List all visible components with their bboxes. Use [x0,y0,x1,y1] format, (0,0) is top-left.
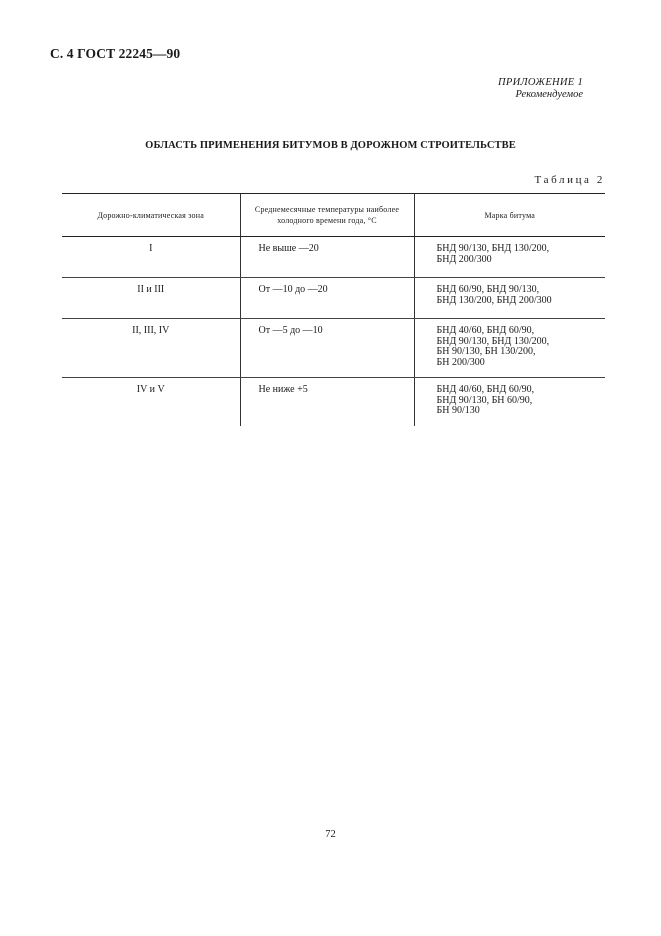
brand-line: БНД 60/90, БНД 90/130, [436,284,540,295]
temperature-cell: От —5 до —10 [240,319,414,378]
zone-cell: I [62,237,240,278]
bitumen-table-container [62,193,605,426]
document-reference: С. 4 ГОСТ 22245—90 [50,46,181,61]
document-title: ОБЛАСТЬ ПРИМЕНЕНИЯ БИТУМОВ В ДОРОЖНОМ СТРОИТЕЛЬСТВЕ [145,140,516,151]
brand-line: БНД 40/60, БНД 60/90, [436,384,535,395]
brand-cell [414,319,605,378]
brand-cell [414,378,605,427]
appendix-title: ПРИЛОЖЕНИЕ 1 [498,77,583,88]
table-header-row [62,194,605,237]
brand-line: БНД 90/130, БНД 130/200, [436,243,550,254]
table-label: Таблица 2 [534,174,605,186]
temperature-cell: Не ниже +5 [240,378,414,427]
column-header-brand: Марка битума [414,194,605,237]
appendix-block [498,77,583,101]
zone-cell: II и III [62,278,240,319]
page-number: 72 [325,829,336,840]
table-row [62,237,605,278]
brand-line: БНД 90/130, БН 60/90, [436,394,533,406]
zone-cell: IV и V [136,384,165,395]
brand-line: БН 200/300 [436,356,485,368]
column-header-temperature: Среднемесячные температуры наиболее холодного времени года, °С [240,194,414,237]
brand-line: БНД 130/200, БНД 200/300 [436,294,552,306]
brand-cell [414,278,605,319]
brand-cell [414,237,605,278]
brand-line: БН 90/130, БН 130/200, [436,346,536,357]
table-row [62,278,605,319]
appendix-subtitle: Рекомендуемое [515,89,583,100]
temperature-cell: Не выше —20 [240,237,414,278]
bitumen-table [62,193,605,426]
brand-line: БНД 200/300 [436,253,492,265]
brand-line: БНД 90/130, БНД 130/200, [436,335,550,347]
table-row [62,319,605,378]
temperature-cell: От —10 до —20 [240,278,414,319]
zone-cell: II, III, IV [62,319,240,378]
brand-line: БНД 40/60, БНД 60/90, [436,325,535,336]
column-header-zone: Дорожно-климатическая зона [62,194,240,237]
table-row [62,378,605,427]
brand-line: БН 90/130 [436,405,480,416]
